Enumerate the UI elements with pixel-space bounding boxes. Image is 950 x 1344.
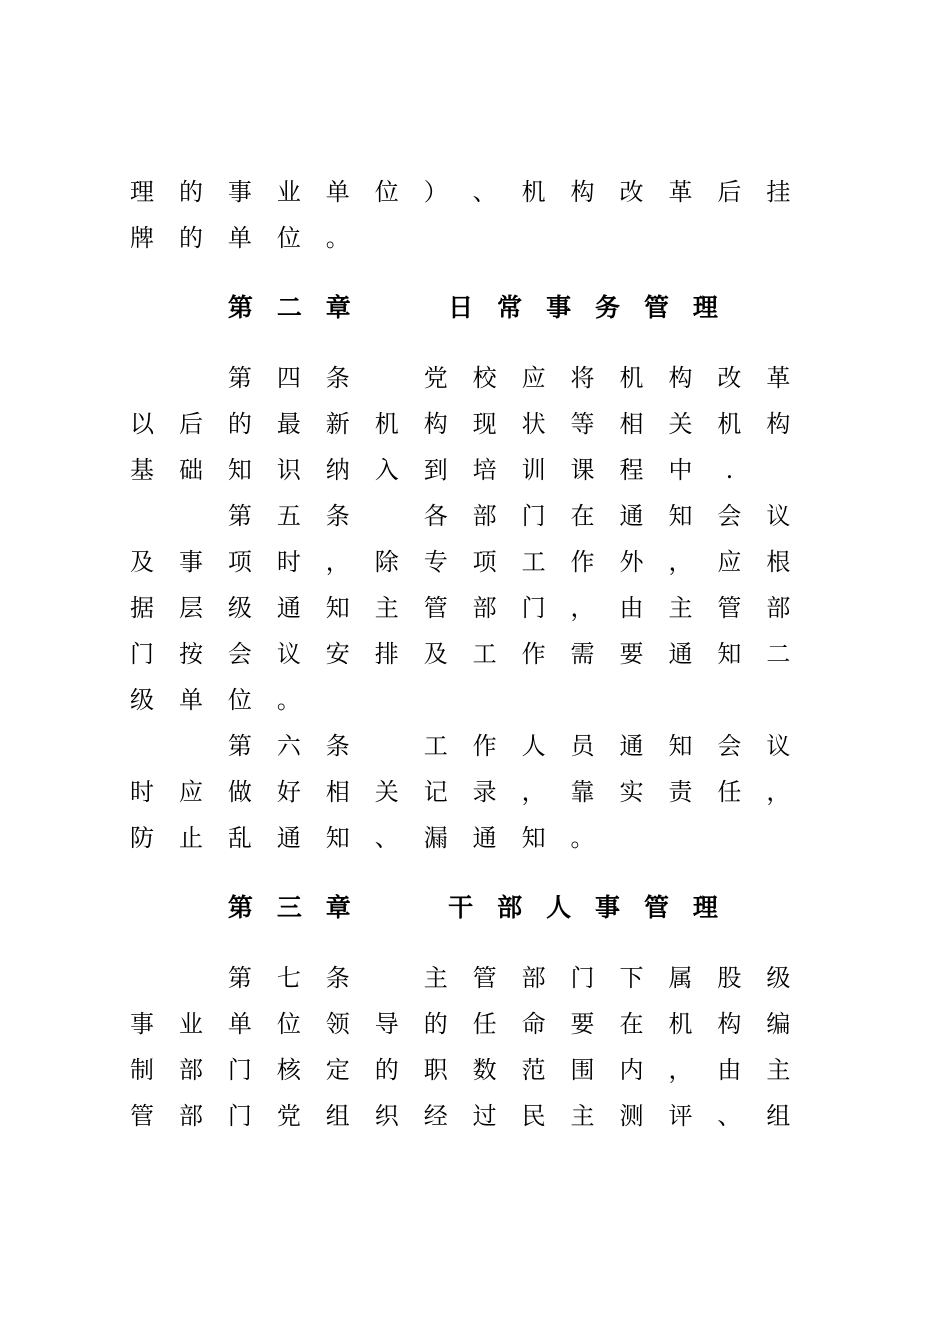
glyph: 第 — [227, 364, 252, 392]
glyph: 做 — [227, 778, 252, 806]
glyph: 知 — [325, 824, 350, 852]
glyph: 级 — [227, 594, 252, 622]
glyph: 三 — [276, 893, 302, 922]
glyph: 七 — [276, 964, 301, 992]
glyph: 课 — [570, 456, 595, 484]
glyph: 知 — [717, 640, 742, 668]
glyph: 项 — [472, 548, 497, 576]
glyph: 管 — [423, 594, 448, 622]
glyph: 职 — [423, 1056, 448, 1084]
glyph: 的 — [178, 224, 203, 252]
glyph: 管 — [472, 964, 497, 992]
body-line — [130, 453, 790, 487]
glyph: 员 — [570, 732, 595, 760]
glyph: 知 — [668, 732, 693, 760]
glyph: 人 — [546, 893, 572, 922]
glyph: 需 — [570, 640, 595, 668]
glyph: 通 — [619, 732, 644, 760]
glyph: 的 — [178, 178, 203, 206]
glyph: 构 — [570, 178, 595, 206]
glyph: 通 — [276, 824, 301, 852]
glyph: 条 — [325, 732, 350, 760]
glyph: 部 — [497, 893, 523, 922]
glyph: 主 — [766, 1056, 791, 1084]
glyph: 漏 — [423, 824, 448, 852]
glyph: 应 — [521, 364, 546, 392]
body-line — [130, 407, 790, 441]
glyph: 编 — [766, 1010, 791, 1038]
glyph: 录 — [472, 778, 497, 806]
glyph: 基 — [130, 456, 154, 484]
glyph: 第 — [227, 964, 252, 992]
glyph: 管 — [643, 293, 669, 322]
glyph: 单 — [227, 224, 252, 252]
glyph: 关 — [374, 778, 399, 806]
glyph: 在 — [570, 502, 595, 530]
glyph: 专 — [423, 548, 448, 576]
chapter-heading — [130, 891, 790, 925]
glyph: ） — [423, 178, 448, 206]
glyph: 作 — [472, 732, 497, 760]
article-line — [130, 361, 790, 395]
glyph: 管 — [717, 594, 742, 622]
glyph: 状 — [521, 410, 546, 438]
glyph: 排 — [374, 640, 399, 668]
glyph: 部 — [472, 594, 497, 622]
glyph: 第 — [227, 293, 253, 322]
glyph: 党 — [276, 1102, 301, 1130]
glyph: 由 — [619, 594, 644, 622]
glyph: 范 — [521, 1056, 546, 1084]
body-line — [130, 775, 790, 809]
body-line — [130, 175, 790, 209]
glyph: 机 — [374, 410, 399, 438]
glyph: 通 — [276, 594, 301, 622]
glyph: 应 — [717, 548, 742, 576]
glyph: 相 — [619, 410, 644, 438]
glyph: 第 — [227, 893, 253, 922]
glyph: 议 — [766, 732, 791, 760]
glyph: 理 — [692, 293, 718, 322]
glyph: 通 — [668, 640, 693, 668]
glyph: ， — [570, 594, 595, 622]
glyph: ， — [668, 1056, 693, 1084]
glyph: 除 — [374, 548, 399, 576]
glyph: 据 — [130, 594, 154, 622]
glyph: 四 — [276, 364, 301, 392]
glyph: 事 — [546, 293, 572, 322]
glyph: 时 — [276, 548, 301, 576]
glyph: 六 — [276, 732, 301, 760]
glyph: 时 — [130, 778, 154, 806]
glyph: 会 — [717, 732, 742, 760]
glyph: 部 — [178, 1056, 203, 1084]
glyph: 项 — [227, 548, 252, 576]
glyph: 、 — [717, 1102, 742, 1130]
glyph: 的 — [374, 1056, 399, 1084]
glyph: 议 — [276, 640, 301, 668]
glyph: 在 — [619, 1010, 644, 1038]
glyph: 工 — [521, 548, 546, 576]
glyph: 第 — [227, 502, 252, 530]
glyph: 防 — [130, 824, 154, 852]
glyph: 后 — [178, 410, 203, 438]
glyph: 位 — [276, 1010, 301, 1038]
body-line — [130, 221, 790, 255]
glyph: 中 — [668, 456, 693, 484]
glyph: 础 — [178, 456, 203, 484]
glyph: 。 — [325, 224, 350, 252]
glyph: 单 — [227, 1010, 252, 1038]
glyph: 知 — [227, 456, 252, 484]
glyph: 止 — [178, 824, 203, 852]
body-line — [130, 1099, 790, 1133]
glyph: 条 — [325, 964, 350, 992]
glyph: 根 — [766, 548, 791, 576]
glyph: 级 — [766, 964, 791, 992]
glyph: 业 — [178, 1010, 203, 1038]
glyph: 二 — [276, 293, 302, 322]
glyph: ， — [668, 548, 693, 576]
glyph: ， — [325, 548, 350, 576]
glyph: 下 — [619, 964, 644, 992]
glyph: 知 — [325, 594, 350, 622]
glyph: 事 — [595, 893, 621, 922]
glyph: 的 — [227, 410, 252, 438]
glyph: 及 — [130, 548, 154, 576]
glyph: . — [725, 456, 734, 484]
glyph: 构 — [717, 1010, 742, 1038]
glyph: 层 — [178, 594, 203, 622]
glyph: 位 — [227, 686, 252, 714]
chapter-heading — [130, 291, 790, 325]
glyph: 通 — [472, 824, 497, 852]
glyph: 识 — [276, 456, 301, 484]
glyph: 、 — [472, 178, 497, 206]
glyph: 五 — [276, 502, 301, 530]
glyph: 新 — [325, 410, 350, 438]
glyph: 导 — [374, 1010, 399, 1038]
glyph: 过 — [472, 1102, 497, 1130]
glyph: 干 — [448, 893, 474, 922]
glyph: 党 — [423, 364, 448, 392]
body-line — [130, 683, 790, 717]
glyph: 要 — [619, 640, 644, 668]
glyph: 领 — [325, 1010, 350, 1038]
glyph: 改 — [717, 364, 742, 392]
glyph: 部 — [472, 502, 497, 530]
glyph: 最 — [276, 410, 301, 438]
glyph: 各 — [423, 502, 448, 530]
glyph: 级 — [130, 686, 154, 714]
glyph: 按 — [178, 640, 203, 668]
glyph: 要 — [570, 1010, 595, 1038]
glyph: 门 — [130, 640, 154, 668]
glyph: 现 — [472, 410, 497, 438]
glyph: 定 — [325, 1056, 350, 1084]
glyph: 数 — [472, 1056, 497, 1084]
glyph: 命 — [521, 1010, 546, 1038]
glyph: 记 — [423, 778, 448, 806]
glyph: 会 — [717, 502, 742, 530]
glyph: 事 — [130, 1010, 154, 1038]
glyph: 通 — [619, 502, 644, 530]
glyph: 乱 — [227, 824, 252, 852]
glyph: 机 — [619, 364, 644, 392]
glyph: 务 — [595, 293, 621, 322]
glyph: 以 — [130, 410, 154, 438]
glyph: 议 — [766, 502, 791, 530]
glyph: 知 — [521, 824, 546, 852]
body-line — [130, 821, 790, 855]
glyph: 等 — [570, 410, 595, 438]
glyph: 训 — [521, 456, 546, 484]
glyph: 测 — [619, 1102, 644, 1130]
glyph: 部 — [178, 1102, 203, 1130]
glyph: 到 — [423, 456, 448, 484]
glyph: 将 — [570, 364, 595, 392]
glyph: 工 — [472, 640, 497, 668]
glyph: 革 — [766, 364, 791, 392]
glyph: 作 — [521, 640, 546, 668]
glyph: 位 — [276, 224, 301, 252]
body-line — [130, 591, 790, 625]
glyph: 门 — [227, 1056, 252, 1084]
glyph: 组 — [325, 1102, 350, 1130]
glyph: 革 — [668, 178, 693, 206]
glyph: 及 — [423, 640, 448, 668]
glyph: 主 — [668, 594, 693, 622]
glyph: 管 — [130, 1102, 154, 1130]
glyph: 程 — [619, 456, 644, 484]
glyph: 单 — [178, 686, 203, 714]
glyph: 。 — [570, 824, 595, 852]
glyph: 业 — [276, 178, 301, 206]
glyph: 、 — [374, 824, 399, 852]
glyph: 门 — [521, 502, 546, 530]
glyph: 应 — [178, 778, 203, 806]
body-line — [130, 637, 790, 671]
glyph: 理 — [130, 178, 154, 206]
glyph: 日 — [448, 293, 474, 322]
glyph: 围 — [570, 1056, 595, 1084]
glyph: 章 — [325, 893, 351, 922]
body-line — [130, 1007, 790, 1041]
glyph: 培 — [472, 456, 497, 484]
article-line — [130, 729, 790, 763]
glyph: 理 — [692, 893, 718, 922]
glyph: 任 — [472, 1010, 497, 1038]
glyph: 常 — [497, 293, 523, 322]
glyph: 评 — [668, 1102, 693, 1130]
glyph: 主 — [570, 1102, 595, 1130]
body-line — [130, 545, 790, 579]
glyph: 民 — [521, 1102, 546, 1130]
glyph: 靠 — [570, 778, 595, 806]
glyph: 部 — [766, 594, 791, 622]
glyph: 构 — [766, 410, 791, 438]
glyph: 构 — [668, 364, 693, 392]
glyph: ， — [766, 778, 791, 806]
glyph: 挂 — [766, 178, 791, 206]
glyph: 核 — [276, 1056, 301, 1084]
glyph: 位 — [374, 178, 399, 206]
glyph: 部 — [521, 964, 546, 992]
glyph: 章 — [325, 293, 351, 322]
glyph: 任 — [717, 778, 742, 806]
glyph: 主 — [423, 964, 448, 992]
glyph: 单 — [325, 178, 350, 206]
glyph: 相 — [325, 778, 350, 806]
glyph: 内 — [619, 1056, 644, 1084]
body-line — [130, 1053, 790, 1087]
glyph: 经 — [423, 1102, 448, 1130]
glyph: 二 — [766, 640, 791, 668]
glyph: 的 — [423, 1010, 448, 1038]
article-line — [130, 961, 790, 995]
glyph: 门 — [227, 1102, 252, 1130]
glyph: 责 — [668, 778, 693, 806]
glyph: 安 — [325, 640, 350, 668]
article-line — [130, 499, 790, 533]
glyph: 会 — [227, 640, 252, 668]
glyph: 机 — [521, 178, 546, 206]
glyph: 改 — [619, 178, 644, 206]
glyph: 管 — [643, 893, 669, 922]
glyph: 实 — [619, 778, 644, 806]
glyph: 条 — [325, 364, 350, 392]
glyph: 人 — [521, 732, 546, 760]
glyph: 制 — [130, 1056, 154, 1084]
glyph: 后 — [717, 178, 742, 206]
glyph: 主 — [374, 594, 399, 622]
glyph: 关 — [668, 410, 693, 438]
glyph: 好 — [276, 778, 301, 806]
glyph: ， — [521, 778, 546, 806]
glyph: 门 — [570, 964, 595, 992]
glyph: 由 — [717, 1056, 742, 1084]
glyph: 属 — [668, 964, 693, 992]
glyph: 知 — [668, 502, 693, 530]
glyph: 。 — [276, 686, 301, 714]
glyph: 机 — [717, 410, 742, 438]
glyph: 事 — [178, 548, 203, 576]
glyph: 工 — [423, 732, 448, 760]
glyph: 股 — [717, 964, 742, 992]
glyph: 门 — [521, 594, 546, 622]
glyph: 外 — [619, 548, 644, 576]
glyph: 构 — [423, 410, 448, 438]
glyph: 机 — [668, 1010, 693, 1038]
glyph: 条 — [325, 502, 350, 530]
glyph: 组 — [766, 1102, 791, 1130]
glyph: 校 — [472, 364, 497, 392]
glyph: 作 — [570, 548, 595, 576]
glyph: 第 — [227, 732, 252, 760]
glyph: 纳 — [325, 456, 350, 484]
glyph: 入 — [374, 456, 399, 484]
glyph: 事 — [227, 178, 252, 206]
glyph: 牌 — [130, 224, 154, 252]
glyph: 织 — [374, 1102, 399, 1130]
